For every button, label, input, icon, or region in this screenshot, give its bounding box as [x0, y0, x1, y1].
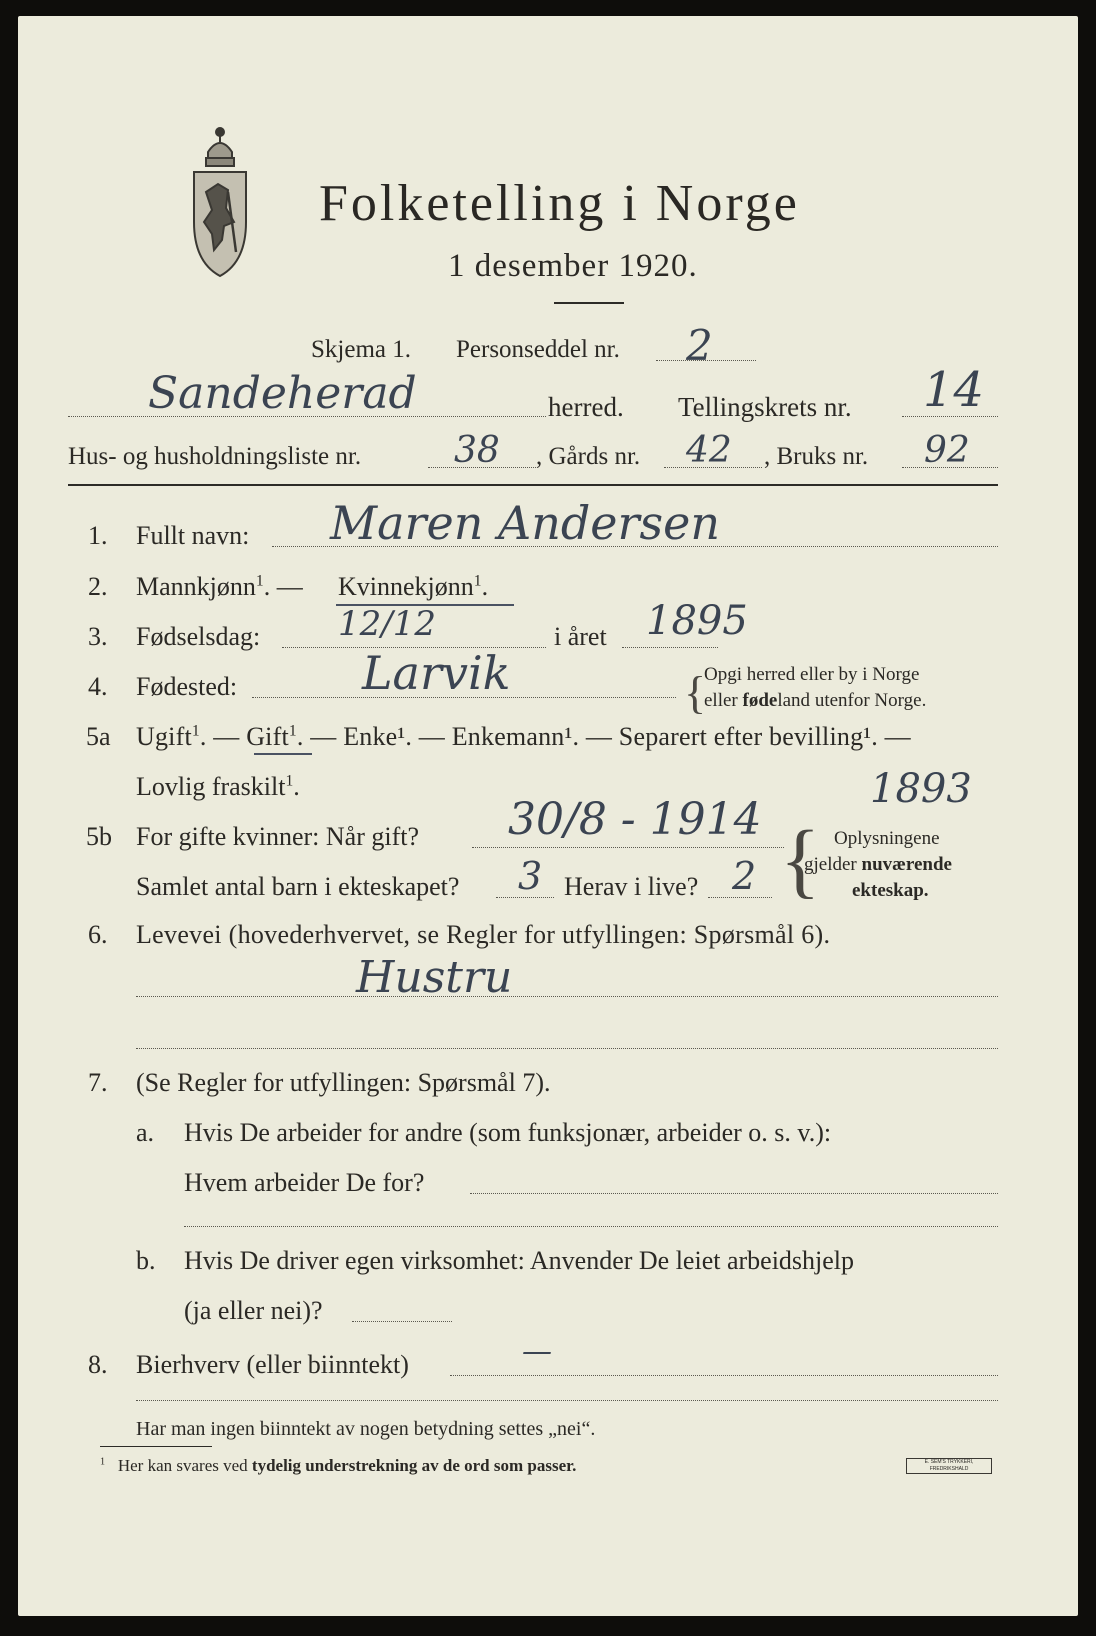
- q7-label: (Se Regler for utfyllingen: Spørsmål 7).: [136, 1068, 551, 1097]
- title-divider: [554, 302, 624, 304]
- q7a-question: Hvem arbeider De for?: [184, 1168, 425, 1197]
- q7b-text: Hvis De driver egen virksomhet: Anvender De leiet arbeidshjelp: [184, 1246, 855, 1275]
- q5a-number: 5a: [86, 722, 111, 751]
- birthplace-note-2: eller fødeland utenfor Norge.: [704, 690, 927, 711]
- marriage-year-note: 1893: [870, 766, 972, 812]
- q2-number: 2.: [88, 572, 108, 601]
- household-list-label: Hus- og husholdningsliste nr.: [68, 443, 362, 470]
- q7b-number: b.: [136, 1246, 156, 1275]
- marriage-note-1: Oplysningene: [834, 828, 940, 849]
- personseddel-label: Personseddel nr.: [456, 336, 620, 363]
- marriage-note-2: gjelder nuværende: [804, 854, 952, 875]
- header-divider: [68, 484, 998, 486]
- gift-underline-mark: [254, 753, 312, 755]
- census-date: 1 desember 1920.: [448, 248, 698, 284]
- census-form-sheet: Folketelling i Norge 1 desember 1920. Skjema 1. Personseddel nr. 2 Sandeherad herred. Tellingskrets nr. 14 Hus- og husholdningsliste nr. 38 , Gårds nr. 42 , Bruks nr. 92 1. Fullt navn: Maren Andersen 2. Mannkjønn$^1$. — Kvinnekjønn$^1$. 3. Fødselsdag: 12/12 i året 1895 4. Fødested: Larvik { Opgi herred eller by i Norge eller fødeland utenfor Norge. 5a Ugift$^1$. — Gift$^1$. — Enke¹. — Enkemann¹. — Separert efter bevilling¹. — Lovlig fraskilt$^1$. 1893 5b For gifte kvinner: Når gift? 30/8 - 1914 Samlet antal barn i ekteskapet? 3 Herav i live? 2 { Oplysningene gjelder nuværende ekteskap. 6. Levevei (hovederhvervet, se Regler for utfyllingen: Spørsmål 6). Hustru 7. (Se Regler for utfyllingen: Spørsmål 7). a. Hvis De arbeider for andre (som funksjonær, arbeider o. s. v.): Hvem arbeider De for? b. Hvis De driver egen virksomhet: Anvender De leiet arbeidshjelp (ja eller nei)? 8. Bierhverv (eller biinntekt) — Har man ingen biinntekt av nogen betydning settes „nei“. $^1$ Her kan svares ved tydelig understrekning av de ord som passer. E. SEM'S TRYKKERI, FREDRIKSHALD: [18, 16, 1078, 1616]
- alive-count: 2: [732, 854, 757, 898]
- household-list-number: 38: [454, 430, 500, 471]
- alive-label: Herav i live?: [564, 872, 699, 901]
- q7-number: 7.: [88, 1068, 108, 1097]
- q7a-number: a.: [136, 1118, 155, 1147]
- form-title: Folketelling i Norge: [319, 175, 800, 232]
- full-name-value: Maren Andersen: [330, 496, 720, 550]
- birthplace-value: Larvik: [362, 646, 511, 700]
- bruks-number: 92: [924, 430, 970, 471]
- bruks-label: , Bruks nr.: [764, 443, 869, 470]
- q8-number: 8.: [88, 1350, 108, 1379]
- personseddel-number: 2: [686, 321, 713, 370]
- q8-label: Bierhverv (eller biinntekt): [136, 1350, 409, 1379]
- q1-number: 1.: [88, 521, 108, 550]
- marriage-note-3: ekteskap.: [852, 880, 929, 901]
- q4-number: 4.: [88, 672, 108, 701]
- occupation-value: Hustru: [356, 952, 513, 1003]
- birthplace-note-1: Opgi herred eller by i Norge: [704, 664, 920, 685]
- birth-date-value: 12/12: [338, 604, 436, 644]
- side-income-value: —: [522, 1334, 552, 1369]
- q5b-number: 5b: [86, 822, 112, 851]
- marriage-date-label: For gifte kvinner: Når gift?: [136, 822, 420, 851]
- birth-year-value: 1895: [646, 598, 748, 644]
- gards-number: 42: [686, 430, 732, 471]
- q1-label: Fullt navn:: [136, 521, 250, 550]
- marital-status-line-1: Ugift$^1$. — Gift$^1$. — Enke¹. — Enkemann¹. — Separert efter bevilling¹. —: [136, 722, 911, 751]
- q4-label: Fødested:: [136, 672, 238, 701]
- q3-number: 3.: [88, 622, 108, 651]
- marriage-date-value: 30/8 - 1914: [508, 794, 762, 845]
- footnote-divider: [100, 1446, 212, 1447]
- q6-label: Levevei (hovederhvervet, se Regler for utfyllingen: Spørsmål 6).: [136, 920, 831, 949]
- birth-year-label: i året: [554, 622, 607, 651]
- q7a-text: Hvis De arbeider for andre (som funksjonær, arbeider o. s. v.):: [184, 1118, 832, 1147]
- schema-label: Skjema 1.: [311, 336, 411, 363]
- children-count: 3: [518, 854, 543, 898]
- female-option: Kvinnekjønn$^1$.: [338, 572, 489, 601]
- q7b-question: (ja eller nei)?: [184, 1296, 323, 1325]
- norway-coat-of-arms-icon: [188, 122, 252, 280]
- income-note: Har man ingen biinntekt av nogen betydning settes „nei“.: [136, 1418, 596, 1440]
- tellingskrets-number: 14: [923, 362, 985, 418]
- gards-label: , Gårds nr.: [536, 443, 641, 470]
- tellingskrets-label: Tellingskrets nr.: [678, 392, 852, 422]
- footnote: $^1$ Her kan svares ved tydelig understrekning av de ord som passer.: [100, 1456, 577, 1475]
- male-option: Mannkjønn$^1$. —: [136, 572, 303, 601]
- herred-value: Sandeherad: [148, 368, 417, 419]
- herred-label: herred.: [548, 392, 624, 422]
- q6-number: 6.: [88, 920, 108, 949]
- q3-label: Fødselsdag:: [136, 622, 261, 651]
- printer-stamp: E. SEM'S TRYKKERI, FREDRIKSHALD: [906, 1458, 992, 1474]
- marital-status-line-2: Lovlig fraskilt$^1$.: [136, 772, 300, 801]
- children-label: Samlet antal barn i ekteskapet?: [136, 872, 460, 901]
